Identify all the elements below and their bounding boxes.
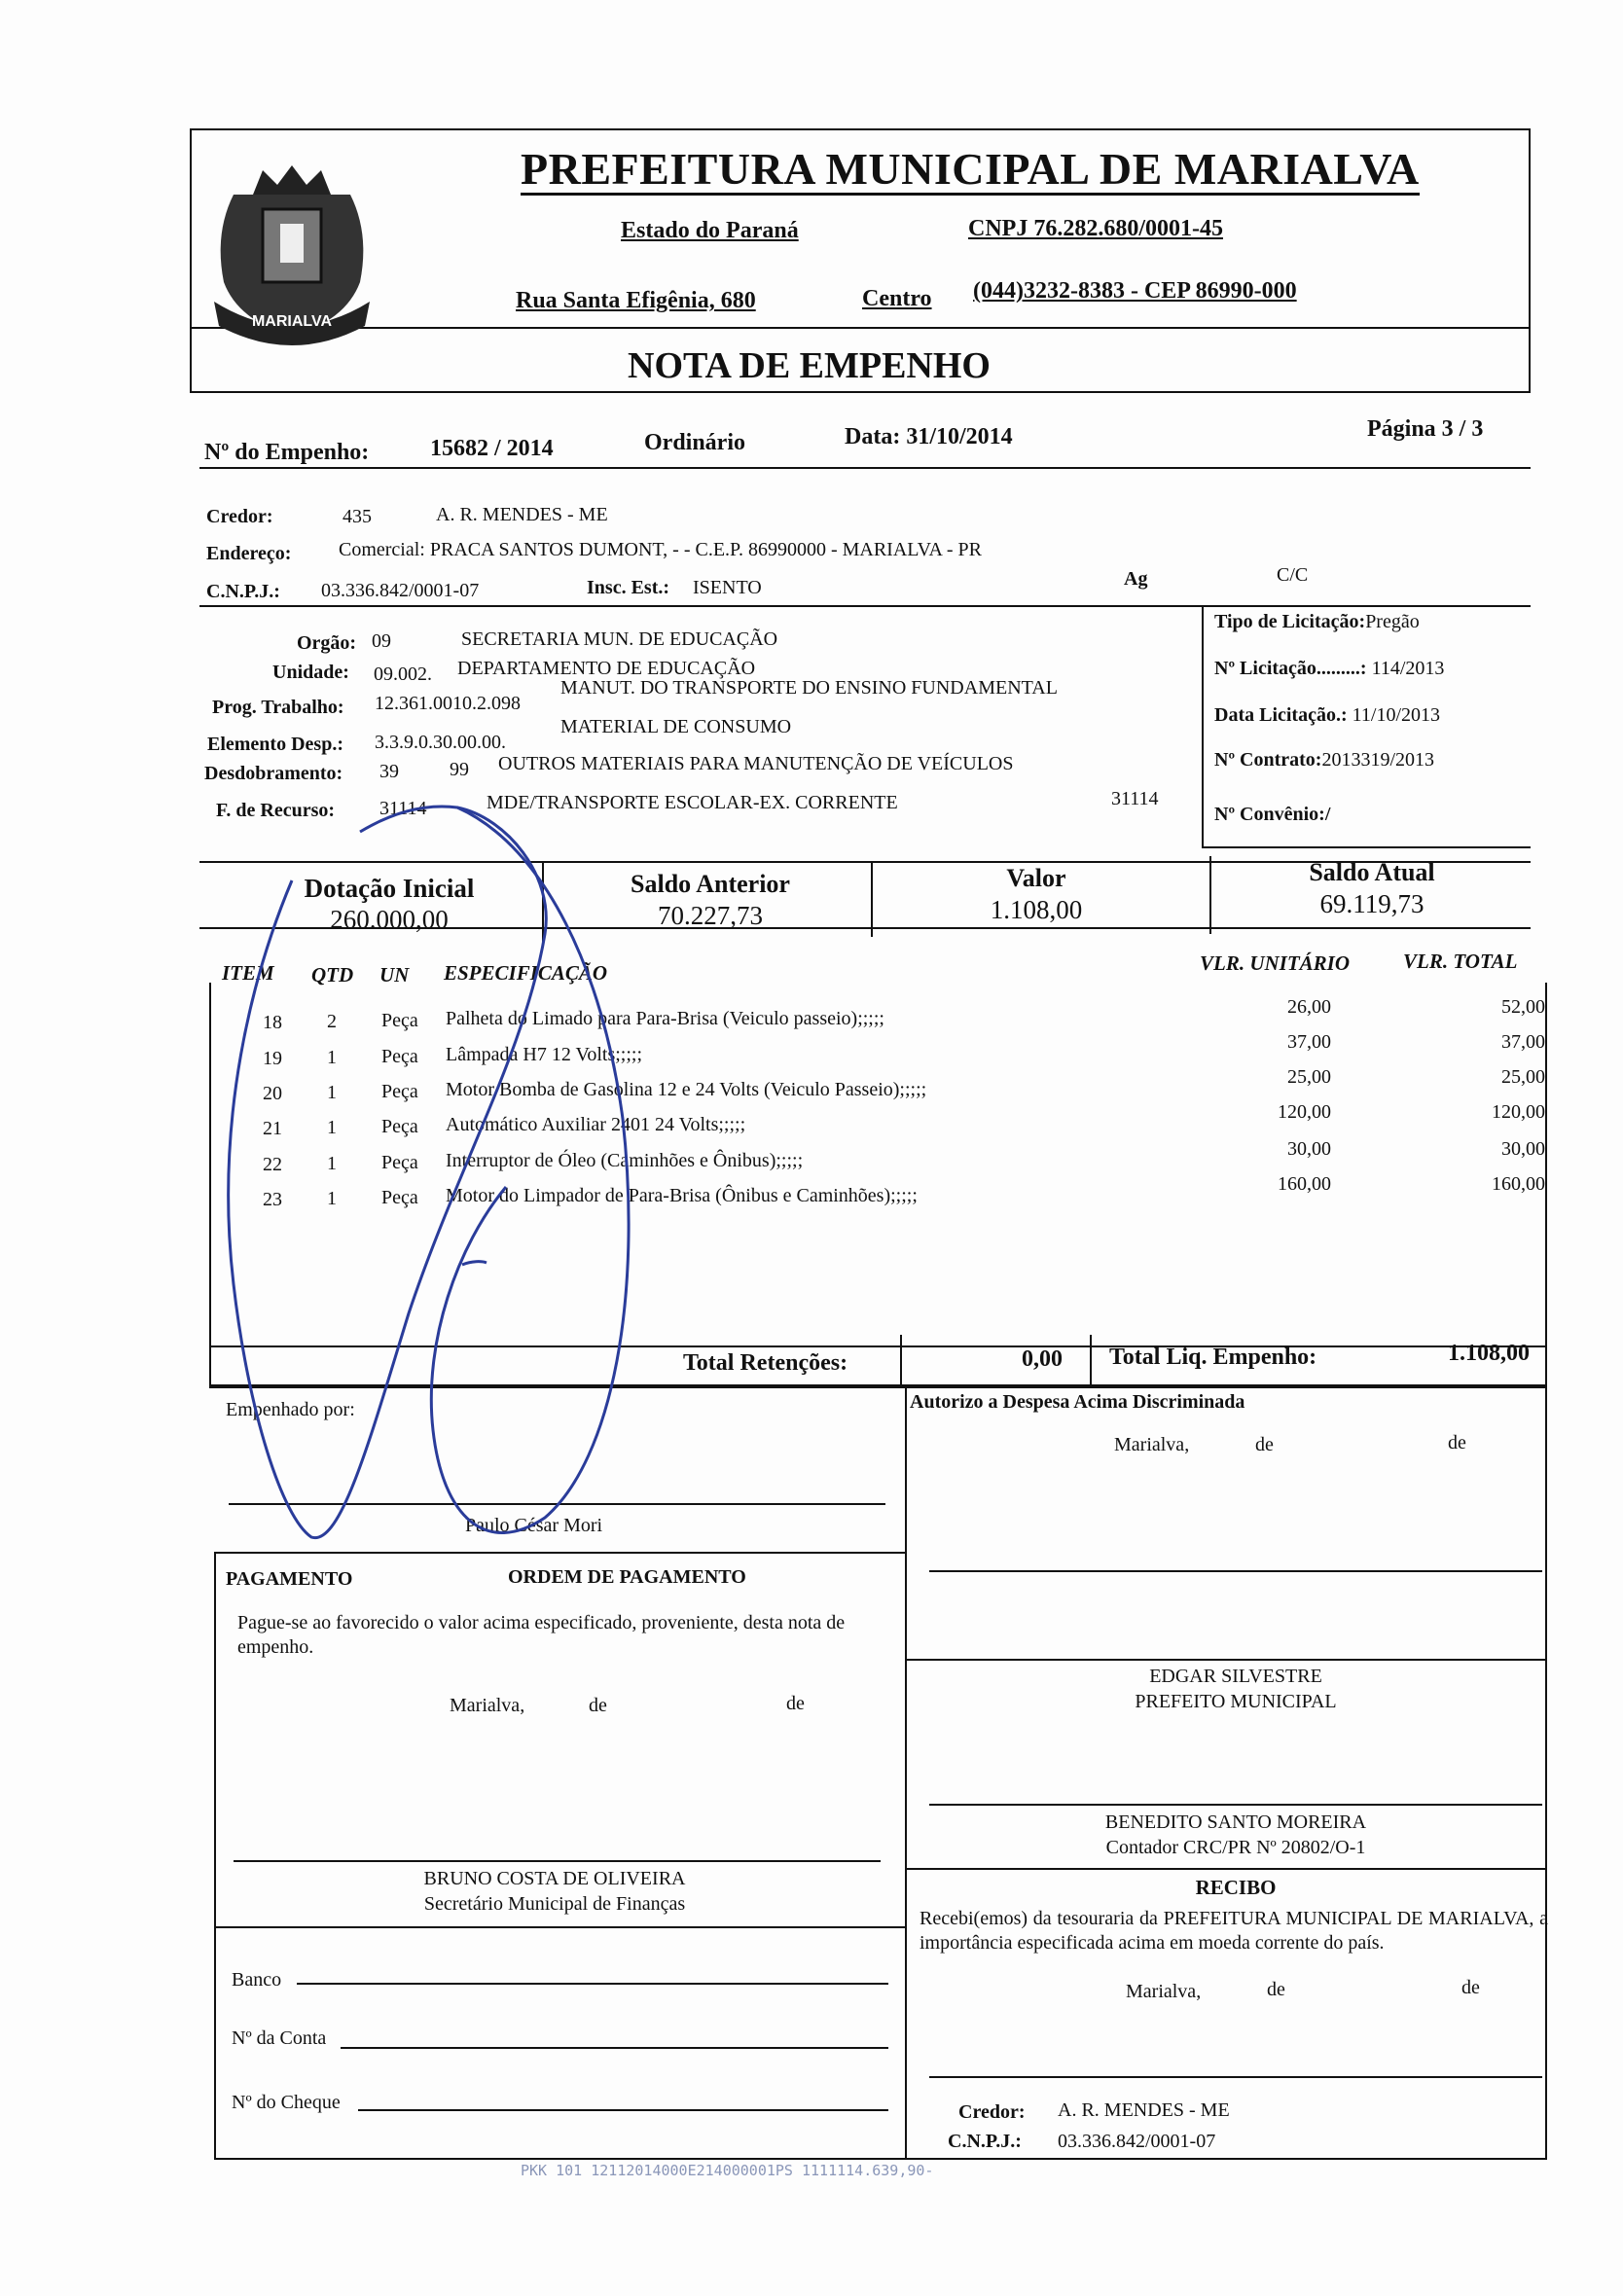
item-total-value: 52,00: [1501, 996, 1545, 1018]
item-unit-value: 37,00: [1287, 1031, 1331, 1053]
item-unit: Peça: [381, 1187, 418, 1208]
recibo-cnpj-label: C.N.P.J.:: [948, 2131, 1022, 2152]
contador-title: Contador CRC/PR Nº 20802/O-1: [1105, 1837, 1366, 1858]
header-divider: [190, 327, 1531, 329]
item-number: 22: [263, 1154, 282, 1175]
cheque-field: [358, 2109, 888, 2111]
conta-field: [341, 2047, 888, 2049]
valor-value: 1.108,00: [990, 895, 1083, 924]
item-spec: Lâmpada H7 12 Volts;;;;;: [446, 1044, 643, 1065]
secretario-signature-line: [234, 1860, 881, 1862]
credor-label: Credor:: [206, 506, 273, 527]
item-total-value: 30,00: [1501, 1138, 1545, 1160]
pagamento-city: Marialva,: [450, 1695, 525, 1716]
orgao-name: SECRETARIA MUN. DE EDUCAÇÃO: [461, 628, 778, 650]
pagamento-text: Pague-se ao favorecido o valor acima especificado, proveniente, desta nota de empenho.: [237, 1612, 846, 1658]
item-total-value: 37,00: [1501, 1031, 1545, 1053]
total-liquido-label: Total Liq. Empenho:: [1109, 1345, 1317, 1370]
elem-code: 3.3.9.0.30.00.00.: [375, 732, 506, 753]
saldo-anterior-value: 70.227,73: [658, 901, 763, 930]
pagamento-de-1: de: [589, 1695, 607, 1716]
item-spec: Palheta do Limado para Para-Brisa (Veiculo passeio);;;;;: [446, 1008, 884, 1029]
item-spec: Automático Auxiliar 2401 24 Volts;;;;;: [446, 1114, 746, 1135]
recurso-code: 31114: [379, 798, 427, 819]
ordem-pagamento-label: ORDEM DE PAGAMENTO: [508, 1566, 746, 1588]
header-phone-cep: (044)3232-8383 - CEP 86990-000: [973, 278, 1297, 304]
autorizo-de-1: de: [1255, 1434, 1274, 1455]
page-title: PREFEITURA MUNICIPAL DE MARIALVA: [521, 146, 1420, 196]
insc-value: ISENTO: [693, 577, 762, 598]
unidade-name: DEPARTAMENTO DE EDUCAÇÃO: [457, 658, 756, 679]
footer-stamp: PKK 101 12112014000E214000001PS 1111114.639,90-: [521, 2162, 934, 2179]
tipo-licitacao: Tipo de Licitação:Pregão: [1214, 611, 1420, 632]
item-qty: 2: [327, 1011, 337, 1032]
cnpj-label: C.N.P.J.:: [206, 581, 280, 602]
empenho-number-label: Nº do Empenho:: [204, 440, 370, 465]
dotacao-label: Dotação Inicial: [304, 874, 475, 903]
item-qty: 1: [327, 1117, 337, 1138]
item-unit-value: 25,00: [1287, 1066, 1331, 1088]
autorizo-label: Autorizo a Despesa Acima Discriminada: [910, 1391, 1245, 1413]
item-qty: 1: [327, 1188, 337, 1209]
item-unit: Peça: [381, 1081, 418, 1102]
secretario-name: BRUNO COSTA DE OLIVEIRA: [423, 1868, 686, 1889]
recibo-text: Recebi(emos) da tesouraria da PREFEITURA MUNICIPAL DE MARIALVA, a importância especificada acima em moeda corrente do país.: [920, 1908, 1548, 1954]
numero-licitacao: Nº Licitação.........: 114/2013: [1214, 658, 1445, 679]
credor-name: A. R. MENDES - ME: [436, 504, 608, 525]
recibo-de-2: de: [1461, 1977, 1480, 1998]
item-unit: Peça: [381, 1046, 418, 1067]
total-retencoes-value: 0,00: [1022, 1346, 1063, 1372]
col-spec: ESPECIFICAÇÃO: [444, 961, 608, 985]
header-cnpj: CNPJ 76.282.680/0001-45: [968, 216, 1223, 241]
recurso-label: F. de Recurso:: [216, 800, 336, 821]
item-qty: 1: [327, 1047, 337, 1068]
item-unit: Peça: [381, 1116, 418, 1137]
header-district: Centro: [862, 286, 932, 311]
cc-label: C/C: [1277, 564, 1309, 586]
banco-label: Banco: [232, 1969, 282, 1991]
secretario-title: Secretário Municipal de Finanças: [423, 1893, 686, 1915]
item-unit: Peça: [381, 1010, 418, 1031]
divider: [907, 1868, 1547, 1870]
divider: [209, 1345, 1547, 1347]
state-name: Estado do Paraná: [621, 218, 799, 243]
desdobramento-subcode: 99: [450, 759, 469, 780]
elem-label: Elemento Desp.:: [207, 734, 343, 755]
elem-name: MATERIAL DE CONSUMO: [560, 716, 792, 737]
item-number: 23: [263, 1189, 282, 1210]
col-un: UN: [379, 963, 410, 987]
document-title: NOTA DE EMPENHO: [628, 345, 991, 386]
unidade-label: Unidade:: [272, 662, 349, 683]
desdobramento-name: OUTROS MATERIAIS PARA MANUTENÇÃO DE VEÍCULOS: [498, 753, 1014, 774]
divider: [871, 861, 873, 937]
insc-label: Insc. Est.:: [587, 577, 670, 598]
col-unit-value: VLR. UNITÁRIO: [1200, 951, 1351, 975]
item-spec: Motor Bomba de Gasolina 12 e 24 Volts (Veiculo Passeio);;;;;: [446, 1079, 927, 1100]
col-total-value: VLR. TOTAL: [1403, 950, 1518, 973]
recurso-name: MDE/TRANSPORTE ESCOLAR-EX. CORRENTE: [487, 792, 898, 813]
desdobramento-label: Desdobramento:: [204, 763, 343, 784]
prefeito-title: PREFEITO MUNICIPAL: [1135, 1691, 1337, 1712]
item-number: 20: [263, 1083, 282, 1104]
item-total-value: 160,00: [1492, 1173, 1545, 1195]
page-number: Página 3 / 3: [1367, 416, 1484, 442]
banco-field: [297, 1983, 888, 1985]
item-total-value: 120,00: [1492, 1101, 1545, 1123]
recibo-title: RECIBO: [1195, 1876, 1277, 1899]
empenho-number: 15682 / 2014: [430, 436, 554, 461]
item-number: 19: [263, 1048, 282, 1069]
empenhado-signature-line: [229, 1503, 885, 1505]
prog-label: Prog. Trabalho:: [212, 697, 344, 718]
recibo-city: Marialva,: [1126, 1981, 1202, 2002]
numero-convenio: Nº Convênio:/: [1214, 804, 1331, 825]
item-total-value: 25,00: [1501, 1066, 1545, 1088]
unidade-code: 09.002.: [374, 664, 432, 685]
item-unit-value: 26,00: [1287, 996, 1331, 1018]
total-retencoes-label: Total Retenções:: [683, 1350, 848, 1376]
item-number: 18: [263, 1012, 282, 1033]
saldo-anterior-label: Saldo Anterior: [631, 870, 790, 898]
item-unit: Peça: [381, 1152, 418, 1173]
divider: [542, 861, 544, 943]
recurso-code-right: 31114: [1111, 788, 1159, 809]
dotacao-value: 260.000,00: [330, 905, 449, 934]
recibo-credor-label: Credor:: [958, 2101, 1026, 2123]
total-liquido-value: 1.108,00: [1448, 1341, 1530, 1366]
item-number: 21: [263, 1118, 282, 1139]
item-spec: Interruptor de Óleo (Caminhões e Ônibus);;;;;: [446, 1150, 804, 1171]
item-qty: 1: [327, 1082, 337, 1103]
empenhado-signer: Paulo César Mori: [465, 1515, 603, 1536]
divider: [1202, 605, 1204, 848]
item-spec: Motor do Limpador de Para-Brisa (Ônibus e Caminhões);;;;;: [446, 1185, 918, 1206]
autorizo-signature-line: [929, 1570, 1542, 1572]
autorizo-city: Marialva,: [1114, 1434, 1190, 1455]
svg-text:MARIALVA: MARIALVA: [251, 313, 333, 330]
header-street: Rua Santa Efigênia, 680: [516, 288, 756, 313]
cheque-label: Nº do Cheque: [232, 2092, 341, 2113]
autorizo-de-2: de: [1448, 1432, 1466, 1453]
divider: [1090, 1335, 1092, 1387]
divider: [214, 1926, 907, 1928]
col-item: ITEM: [222, 961, 274, 985]
col-qtd: QTD: [311, 963, 354, 987]
item-qty: 1: [327, 1153, 337, 1174]
valor-label: Valor: [1006, 864, 1066, 892]
orgao-code: 09: [372, 630, 391, 652]
credor-address: Comercial: PRACA SANTOS DUMONT, - - C.E.P. 86990000 - MARIALVA - PR: [339, 539, 982, 560]
prog-code: 12.361.0010.2.098: [375, 693, 521, 714]
data-licitacao: Data Licitação.: 11/10/2013: [1214, 704, 1441, 726]
credor-code: 435: [343, 506, 372, 527]
address-label: Endereço:: [206, 543, 292, 564]
pagamento-label: PAGAMENTO: [226, 1568, 353, 1590]
numero-contrato: Nº Contrato:2013319/2013: [1214, 749, 1435, 771]
divider: [199, 467, 1531, 469]
right-column-frame: [907, 1386, 1547, 2160]
desdobramento-code: 39: [379, 761, 399, 782]
item-unit-value: 30,00: [1287, 1138, 1331, 1160]
contador-name: BENEDITO SANTO MOREIRA: [1104, 1812, 1367, 1833]
recibo-signature-line: [929, 2076, 1542, 2078]
divider: [900, 1335, 902, 1387]
divider: [1209, 856, 1211, 934]
credor-cnpj: 03.336.842/0001-07: [321, 580, 480, 601]
empenho-type: Ordinário: [644, 430, 746, 455]
divider: [907, 1659, 1547, 1661]
municipal-crest-icon: [195, 156, 389, 355]
divider: [1202, 846, 1531, 848]
prefeito-name: EDGAR SILVESTRE: [1149, 1666, 1322, 1687]
item-unit-value: 160,00: [1278, 1173, 1331, 1195]
ag-label: Ag: [1124, 568, 1148, 590]
saldo-atual-value: 69.119,73: [1319, 889, 1425, 918]
recibo-cnpj: 03.336.842/0001-07: [1058, 2131, 1216, 2152]
pagamento-de-2: de: [786, 1693, 805, 1714]
divider: [199, 605, 1531, 607]
recibo-credor: A. R. MENDES - ME: [1058, 2099, 1230, 2121]
conta-label: Nº da Conta: [232, 2027, 327, 2049]
contador-signature-line: [929, 1804, 1542, 1806]
empenhado-label: Empenhado por:: [226, 1399, 355, 1420]
recibo-de-1: de: [1267, 1979, 1285, 2000]
prog-name: MANUT. DO TRANSPORTE DO ENSINO FUNDAMENTAL: [560, 677, 1058, 699]
saldo-atual-label: Saldo Atual: [1309, 858, 1435, 886]
item-unit-value: 120,00: [1278, 1101, 1331, 1123]
empenho-date: Data: 31/10/2014: [845, 424, 1013, 449]
orgao-label: Orgão:: [297, 632, 357, 654]
